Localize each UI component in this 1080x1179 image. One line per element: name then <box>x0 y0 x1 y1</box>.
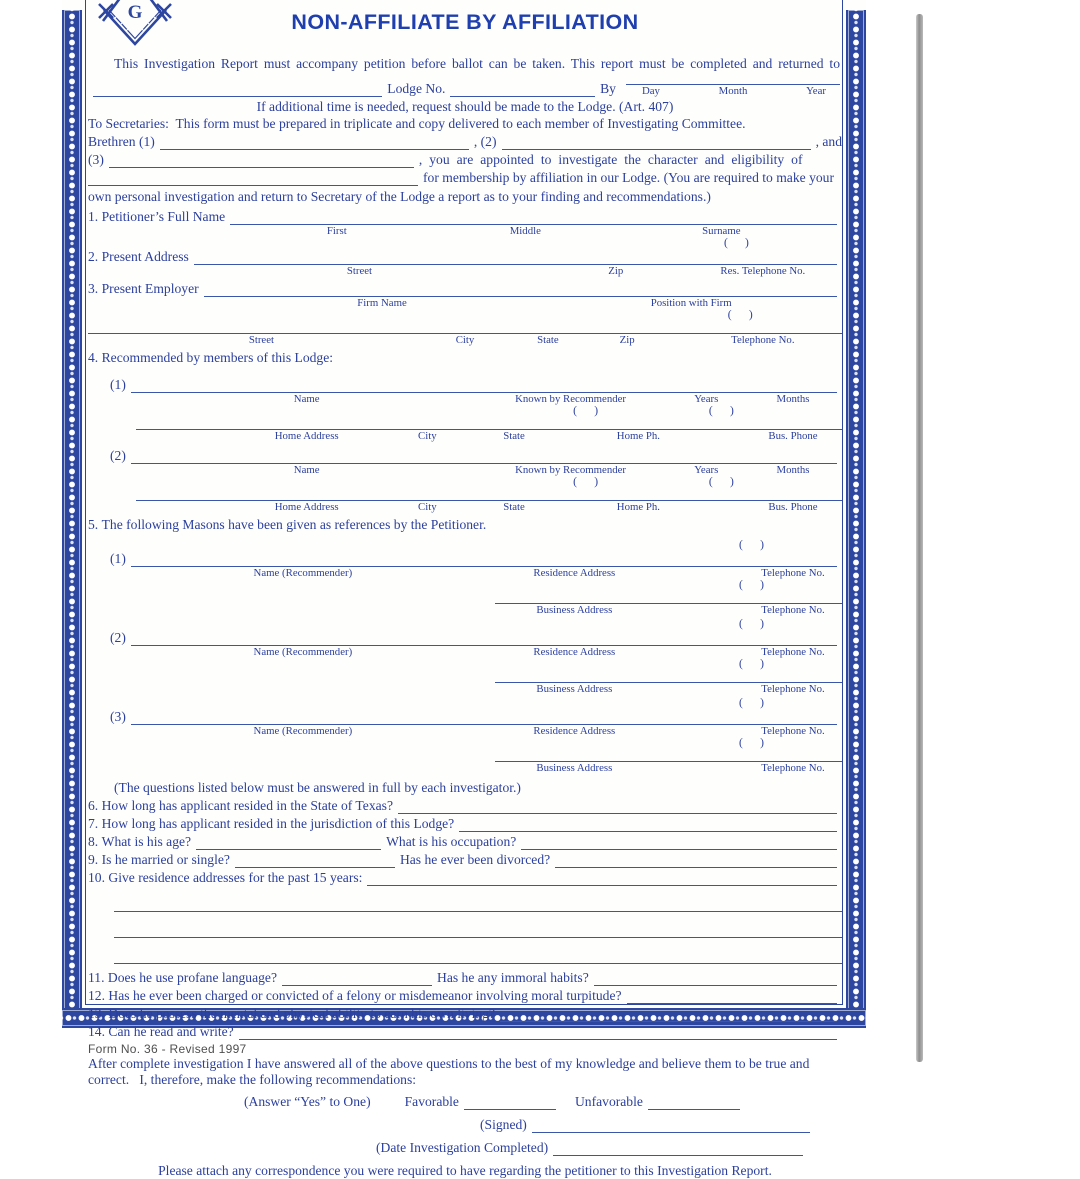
telephone-label: Telephone No. <box>731 334 795 346</box>
first-label: First <box>326 225 347 237</box>
brethren-row <box>88 134 842 150</box>
q12-row <box>88 988 842 1004</box>
q6-text: How long has applicant resided in the State of Texas? <box>101 798 393 813</box>
street-label: Street <box>248 334 274 346</box>
q9-field-2[interactable] <box>555 854 837 868</box>
area-code-parens: ( ) <box>739 579 764 591</box>
q5-entry3-field-2[interactable] <box>495 749 842 762</box>
signed-row <box>88 1117 842 1133</box>
telephone-label: Telephone No. <box>761 567 825 579</box>
state-label: State <box>537 334 559 346</box>
business-address-label: Business Address <box>536 604 613 616</box>
state-label: State <box>503 501 525 513</box>
q4-label: Recommended by members of this Lodge: <box>101 350 334 365</box>
middle-label: Middle <box>509 225 541 237</box>
known-by-label: Known by Recommender <box>515 464 627 476</box>
q5-e1-parens-b <box>88 579 842 591</box>
questions-note: (The questions listed below must be answered in full by each investigator.) <box>114 780 521 795</box>
area-code-parens: ( ) <box>723 237 749 249</box>
area-code-parens: ( ) <box>727 309 753 321</box>
lodge-no-row <box>88 81 842 97</box>
q8-number: 8. <box>88 834 99 849</box>
q5-entry1-row <box>88 551 842 567</box>
q10-text: Give residence addresses for the past 15 years: <box>108 870 363 885</box>
q11-row <box>88 970 842 986</box>
additional-time-note: If additional time is needed, request should be made to the Lodge. (Art. 407) <box>256 99 674 114</box>
signed-label: (Signed) <box>480 1117 527 1132</box>
year-label: Year <box>806 85 826 97</box>
q5-entry1-field[interactable] <box>131 553 837 567</box>
state-label: State <box>503 430 525 442</box>
date-completed-label: (Date Investigation Completed) <box>376 1140 549 1155</box>
q10-field[interactable] <box>367 872 837 886</box>
q5-entry2-row <box>88 630 842 646</box>
q14-number: 14. <box>88 1024 105 1039</box>
name-label: Name <box>293 464 320 476</box>
telephone-label: Telephone No. <box>761 762 825 774</box>
to-secretaries-line: To Secretaries: This form must be prepared in triplicate and copy delivered to each member of Investigating Committee. <box>88 116 746 131</box>
q6-number: 6. <box>88 798 99 813</box>
q5-entry1-sublabels-a <box>88 568 842 579</box>
day-label: Day <box>641 85 660 97</box>
known-by-label: Known by Recommender <box>515 393 627 405</box>
q5-entry1-sublabels-b <box>88 605 842 616</box>
q4-entry2-field-2[interactable] <box>136 488 842 501</box>
q11-text-2: Has he any immoral habits? <box>437 970 589 985</box>
q5-number: 5. <box>88 517 99 532</box>
zip-label: Zip <box>619 334 635 346</box>
q10-field-4[interactable] <box>114 951 842 964</box>
area-code-parens: ( ) <box>739 618 764 630</box>
q2-number: 2. <box>88 249 99 264</box>
zip-label: Zip <box>608 265 624 277</box>
form-title: NON-AFFILIATE BY AFFILIATION <box>291 10 639 34</box>
unfavorable-label: Unfavorable <box>574 1094 643 1109</box>
intro-paragraph: This Investigation Report must accompany petition before ballot can be taken. This report must be completed and returned to <box>114 56 840 71</box>
residence-address-label: Residence Address <box>533 567 616 579</box>
home-ph-label: Home Ph. <box>616 501 661 513</box>
unfavorable-field[interactable] <box>648 1096 740 1110</box>
brethren-3-row <box>88 152 842 168</box>
lodge-no-label: Lodge No. <box>387 81 446 96</box>
q2-field[interactable] <box>194 251 837 265</box>
q7-number: 7. <box>88 816 99 831</box>
q3-parens-row <box>88 309 842 321</box>
street-label: Street <box>346 265 373 277</box>
area-code-parens: ( ) <box>739 658 764 670</box>
membership-text: for membership by affiliation in our Lodge. (You are required to make your <box>423 170 834 185</box>
q11-text: Does he use profane language? <box>107 970 277 985</box>
q1-label: Petitioner’s Full Name <box>101 209 226 224</box>
q5-entry2-sublabels-b <box>88 684 842 695</box>
months-label: Months <box>776 464 810 476</box>
q8-field-1[interactable] <box>196 836 381 850</box>
q1-row <box>88 209 842 225</box>
q4-entry2-sublabels-b <box>88 502 842 513</box>
q5-e3-parens-a <box>88 697 842 709</box>
q5-e2-parens-a <box>88 618 842 630</box>
q6-field[interactable] <box>398 800 837 814</box>
q5-e2-parens-b <box>88 658 842 670</box>
q13-number: 13. <box>88 1006 105 1021</box>
membership-row <box>88 170 842 186</box>
q5-entry3-field[interactable] <box>131 711 837 725</box>
q5-entry3-row <box>88 709 842 725</box>
q9-number: 9. <box>88 852 99 867</box>
telephone-label: Telephone No. <box>761 725 825 737</box>
telephone-label: Telephone No. <box>761 646 825 658</box>
q5-entry2-field-2[interactable] <box>495 670 842 683</box>
q7-text: How long has applicant resided in the jurisdiction of this Lodge? <box>101 816 455 831</box>
q12-field[interactable] <box>627 990 837 1004</box>
q4-entry1-parens <box>88 405 842 417</box>
brethren-1-field[interactable] <box>160 136 469 150</box>
form-number: Form No. 36 - Revised 1997 <box>88 1042 247 1056</box>
form-content <box>88 4 842 1179</box>
home-address-label: Home Address <box>274 501 339 513</box>
q9-text: Is he married or single? <box>101 852 230 867</box>
recommendation-row <box>88 1094 842 1110</box>
q2-parens-row <box>88 237 842 249</box>
brethren-2-field[interactable] <box>502 136 811 150</box>
city-label: City <box>417 430 437 442</box>
q8-field-2[interactable] <box>521 836 837 850</box>
city-label: City <box>455 334 475 346</box>
name-recommender-label: Name (Recommender) <box>253 725 353 737</box>
closing-statement-1: After complete investigation I have answered all of the above questions to the best of my knowledge and believe them to be true and correct. <box>88 1056 810 1087</box>
area-code-parens: ( ) <box>739 697 764 709</box>
q7-row <box>88 816 842 832</box>
q5-entry3-sublabels-a <box>88 726 842 737</box>
q13-text: Does he possess the mental and physical ability to earn his own living? <box>108 1006 495 1021</box>
q9-text-2: Has he ever been divorced? <box>399 852 551 867</box>
entry-2-label: (2) <box>110 448 126 463</box>
q2-sublabels <box>88 266 842 277</box>
q3-number: 3. <box>88 281 99 296</box>
q5-entry2-sublabels-a <box>88 647 842 658</box>
brethren-3-field[interactable] <box>109 154 414 168</box>
q1-field[interactable] <box>230 211 837 225</box>
q11-field-2[interactable] <box>594 972 837 986</box>
area-code-parens: ( ) <box>739 737 764 749</box>
closing-statement-2: I, therefore, make the following recommendations: <box>139 1072 417 1087</box>
q5-e1-parens-a <box>88 539 842 551</box>
q13-row <box>88 1006 842 1022</box>
favorable-label: Favorable <box>404 1094 459 1109</box>
months-label: Months <box>776 393 810 405</box>
business-address-label: Business Address <box>536 762 613 774</box>
entry-2-label: (2) <box>110 630 126 645</box>
q3-sublabels-2 <box>88 335 842 346</box>
q11-number: 11. <box>88 970 105 985</box>
brethren-3-label: (3) <box>88 152 104 167</box>
q9-field-1[interactable] <box>235 854 395 868</box>
q12-number: 12. <box>88 988 105 1003</box>
q10-field-2[interactable] <box>114 899 842 912</box>
q8-text-2: What is his occupation? <box>386 834 517 849</box>
q12-text: Has he ever been charged or convicted of a felony or misdemeanor involving moral turpitude? <box>108 988 622 1003</box>
q3-row <box>88 281 842 297</box>
years-label: Years <box>694 464 719 476</box>
entry-1-label: (1) <box>110 377 126 392</box>
name-label: Name <box>293 393 320 405</box>
q4-number: 4. <box>88 350 99 365</box>
q10-number: 10. <box>88 870 105 885</box>
entry-1-label: (1) <box>110 551 126 566</box>
q8-text: What is his age? <box>101 834 192 849</box>
q14-row <box>88 1024 842 1040</box>
q3-label: Present Employer <box>101 281 199 296</box>
telephone-label: Telephone No. <box>761 683 825 695</box>
q2-label: Present Address <box>101 249 189 264</box>
q4-entry2-field[interactable] <box>131 450 837 464</box>
q4-entry1-sublabels-a <box>88 394 842 405</box>
q4-entry2-parens <box>88 476 842 488</box>
q11-field-1[interactable] <box>282 972 432 986</box>
name-recommender-label: Name (Recommender) <box>253 567 353 579</box>
area-code-parens: ( ) <box>708 405 734 417</box>
logo-letter-g: G <box>127 2 143 23</box>
area-code-parens: ( ) <box>573 476 599 488</box>
q5-entry2-field[interactable] <box>131 632 837 646</box>
date-completed-row <box>88 1140 842 1156</box>
res-telephone-label: Res. Telephone No. <box>720 265 806 277</box>
q5-heading <box>88 517 842 533</box>
q1-number: 1. <box>88 209 99 224</box>
q9-row <box>88 852 842 868</box>
q4-entry1-field[interactable] <box>131 379 837 393</box>
q4-heading <box>88 350 842 366</box>
home-ph-label: Home Ph. <box>616 430 661 442</box>
area-code-parens: ( ) <box>739 539 764 551</box>
q6-row <box>88 798 842 814</box>
city-label: City <box>417 501 437 513</box>
and-label: , and <box>815 134 842 149</box>
q14-field[interactable] <box>239 1026 837 1040</box>
q10-row <box>88 870 842 886</box>
q5-e3-parens-b <box>88 737 842 749</box>
q8-row <box>88 834 842 850</box>
q4-entry2-row <box>88 448 842 464</box>
returned-to-field[interactable] <box>93 83 382 97</box>
answer-yes-note: (Answer “Yes” to One) <box>244 1094 371 1109</box>
q3-field-2[interactable] <box>88 321 842 334</box>
favorable-field[interactable] <box>464 1096 556 1110</box>
area-code-parens: ( ) <box>708 476 734 488</box>
years-label: Years <box>694 393 719 405</box>
residence-address-label: Residence Address <box>533 725 616 737</box>
page-edge-line <box>916 14 923 1062</box>
own-personal-text: own personal investigation and return to Secretary of the Lodge a report as to your finding and recommendations.) <box>88 189 711 204</box>
q4-entry1-field-2[interactable] <box>136 417 842 430</box>
q3-field[interactable] <box>204 283 837 297</box>
residence-address-label: Residence Address <box>533 646 616 658</box>
q13-field[interactable] <box>500 1008 837 1022</box>
brethren-2-label: , (2) <box>473 134 497 149</box>
q10-field-3[interactable] <box>114 925 842 938</box>
q4-entry1-sublabels-b <box>88 431 842 442</box>
q2-row <box>88 249 842 265</box>
q7-field[interactable] <box>459 818 837 832</box>
decorative-border-left <box>62 10 82 1028</box>
petitioner-name-field[interactable] <box>88 172 418 186</box>
bus-phone-label: Bus. Phone <box>768 501 818 513</box>
q4-entry2-sublabels-a <box>88 465 842 476</box>
lodge-no-field[interactable] <box>450 83 595 97</box>
attach-note: Please attach any correspondence you were required to have regarding the petitioner to this Investigation Report. <box>158 1163 772 1178</box>
entry-3-label: (3) <box>110 709 126 724</box>
firm-name-label: Firm Name <box>357 297 407 309</box>
telephone-label: Telephone No. <box>761 604 825 616</box>
q5-label: The following Masons have been given as references by the Petitioner. <box>101 517 487 532</box>
surname-label: Surname <box>702 225 741 237</box>
area-code-parens: ( ) <box>573 405 599 417</box>
signed-field[interactable] <box>532 1119 810 1133</box>
by-label: By <box>600 81 616 96</box>
q5-entry3-sublabels-b <box>88 763 842 774</box>
business-address-label: Business Address <box>536 683 613 695</box>
q14-text: Can he read and write? <box>108 1024 234 1039</box>
name-recommender-label: Name (Recommender) <box>253 646 353 658</box>
bus-phone-label: Bus. Phone <box>768 430 818 442</box>
home-address-label: Home Address <box>274 430 339 442</box>
month-label: Month <box>718 85 748 97</box>
q5-entry1-field-2[interactable] <box>495 591 842 604</box>
q1-sublabels <box>88 226 842 237</box>
date-completed-field[interactable] <box>553 1142 803 1156</box>
position-label: Position with Firm <box>650 297 732 309</box>
q3-sublabels-1 <box>88 298 842 309</box>
q4-entry1-row <box>88 377 842 393</box>
appointed-text: , you are appointed to investigate the character and eligibility of <box>418 152 803 167</box>
decorative-border-right <box>846 10 866 1028</box>
brethren-label: Brethren (1) <box>88 134 155 149</box>
